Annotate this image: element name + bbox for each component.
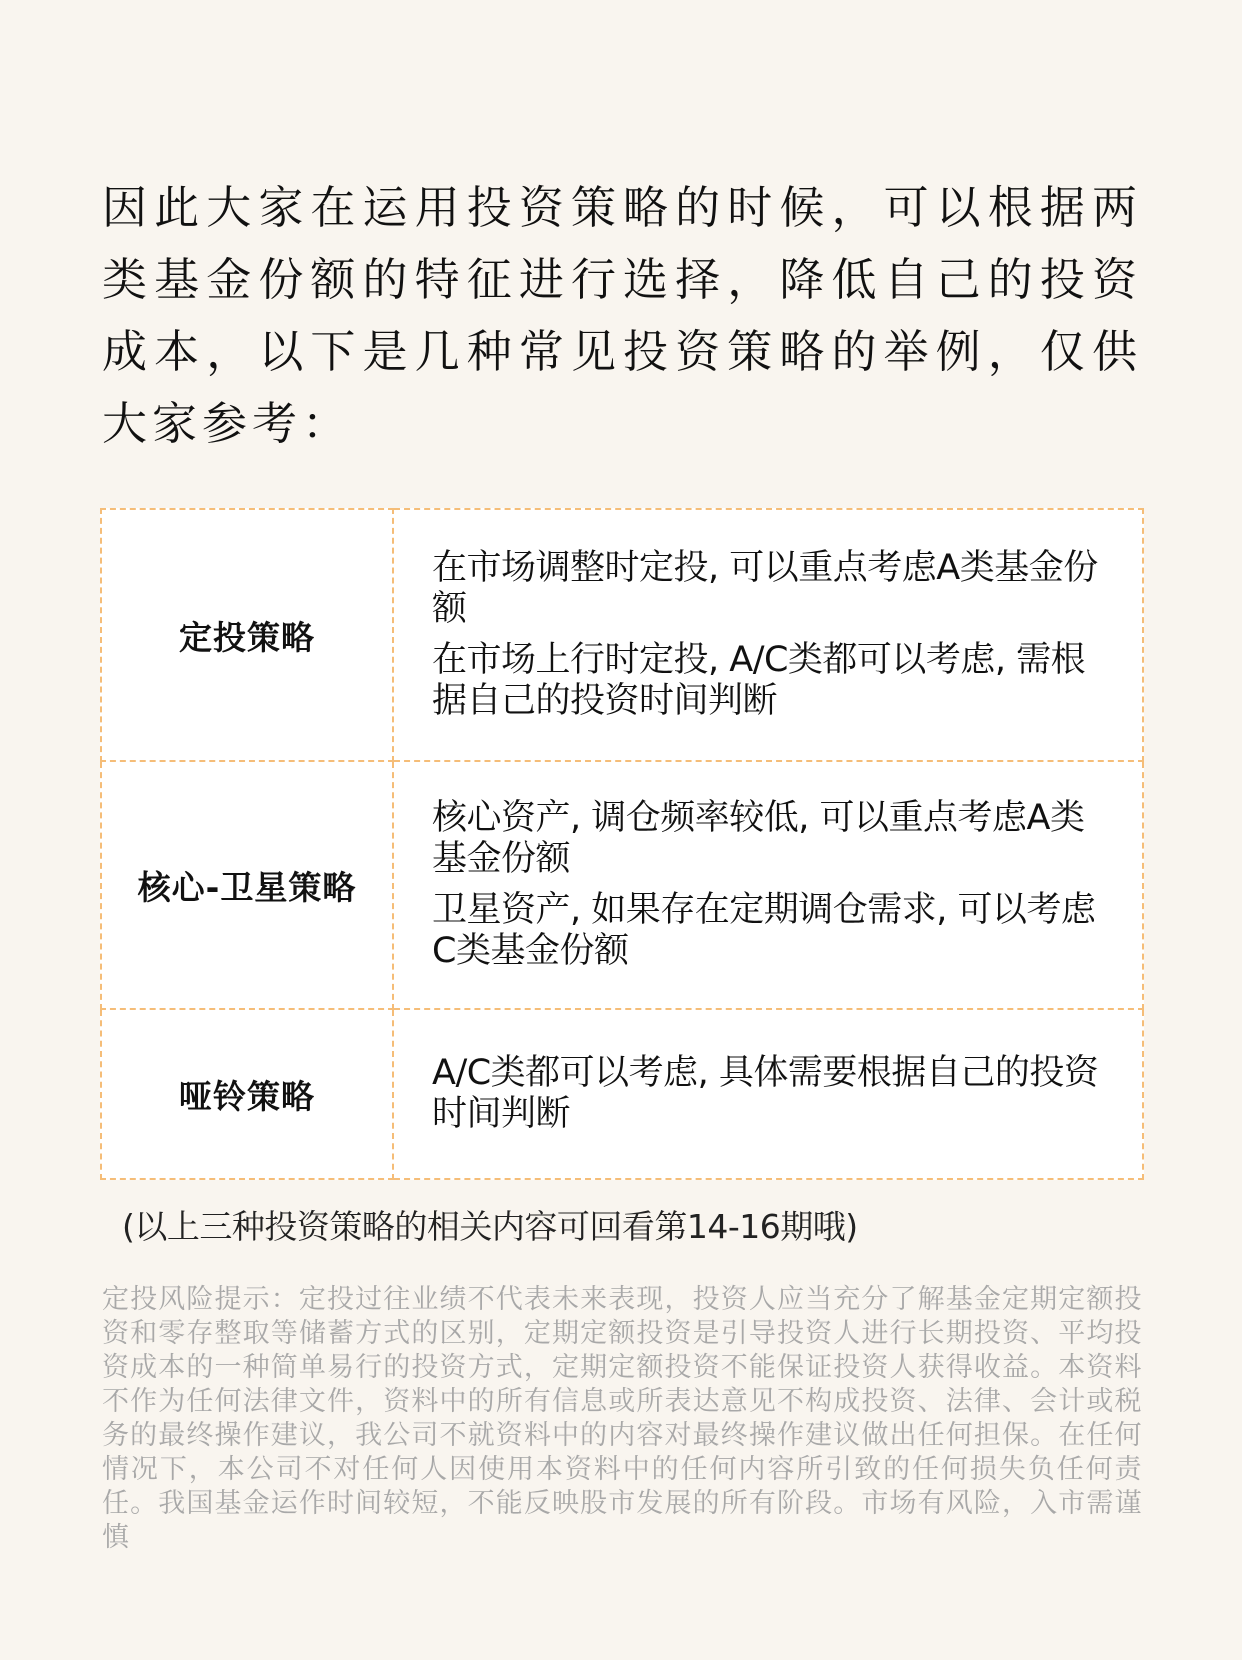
strategy-description-line: A/C类都可以考虑, 具体需要根据自己的投资时间判断	[432, 1053, 1099, 1134]
reference-note: (以上三种投资策略的相关内容可回看第14-16期哦)	[122, 1207, 858, 1246]
strategy-description-line: 卫星资产, 如果存在定期调仓需求, 可以考虑C类基金份额	[432, 890, 1096, 971]
strategy-row-barbell	[101, 1009, 1143, 1179]
strategy-row-dca	[101, 509, 1143, 761]
strategy-row-core-satellite	[101, 761, 1143, 1009]
strategy-description	[393, 509, 1143, 761]
risk-disclaimer: 定投风险提示：定投过往业绩不代表未来表现，投资人应当充分了解基金定期定额投资和零存整取等储蓄方式的区别，定期定额投资是引导投资人进行长期投资、平均投资成本的一种简单易行的投资方式，定期定额投资不能保证投资人获得收益。本资料不作为任何法律文件，资料中的所有信息或所表达意见不构成投资、法律、会计或税务的最终操作建议，我公司不就资料中的内容对最终操作建议做出任何担保。在任何情况下，本公司不对任何人因使用本资料中的任何内容所引致的任何损失负任何责任。我国基金运作时间较短，不能反映股市发展的所有阶段。市场有风险，入市需谨慎	[102, 1284, 1142, 1553]
strategy-description-line: 核心资产, 调仓频率较低, 可以重点考虑A类基金份额	[432, 798, 1085, 879]
strategy-name: 哑铃策略	[101, 1009, 393, 1179]
strategy-description-line: 在市场调整时定投, 可以重点考虑A类基金份额	[432, 548, 1098, 629]
strategy-description-line: 在市场上行时定投, A/C类都可以考虑, 需根据自己的投资时间判断	[432, 640, 1086, 721]
strategy-table	[100, 508, 1144, 1180]
strategy-description	[393, 761, 1143, 1009]
strategy-description	[393, 1009, 1143, 1179]
strategy-name: 核心-卫星策略	[101, 761, 393, 1009]
strategy-name: 定投策略	[101, 509, 393, 761]
intro-paragraph: 因此大家在运用投资策略的时候，可以根据两类基金份额的特征进行选择，降低自己的投资成本，以下是几种常见投资策略的举例，仅供大家参考：	[102, 181, 1142, 450]
